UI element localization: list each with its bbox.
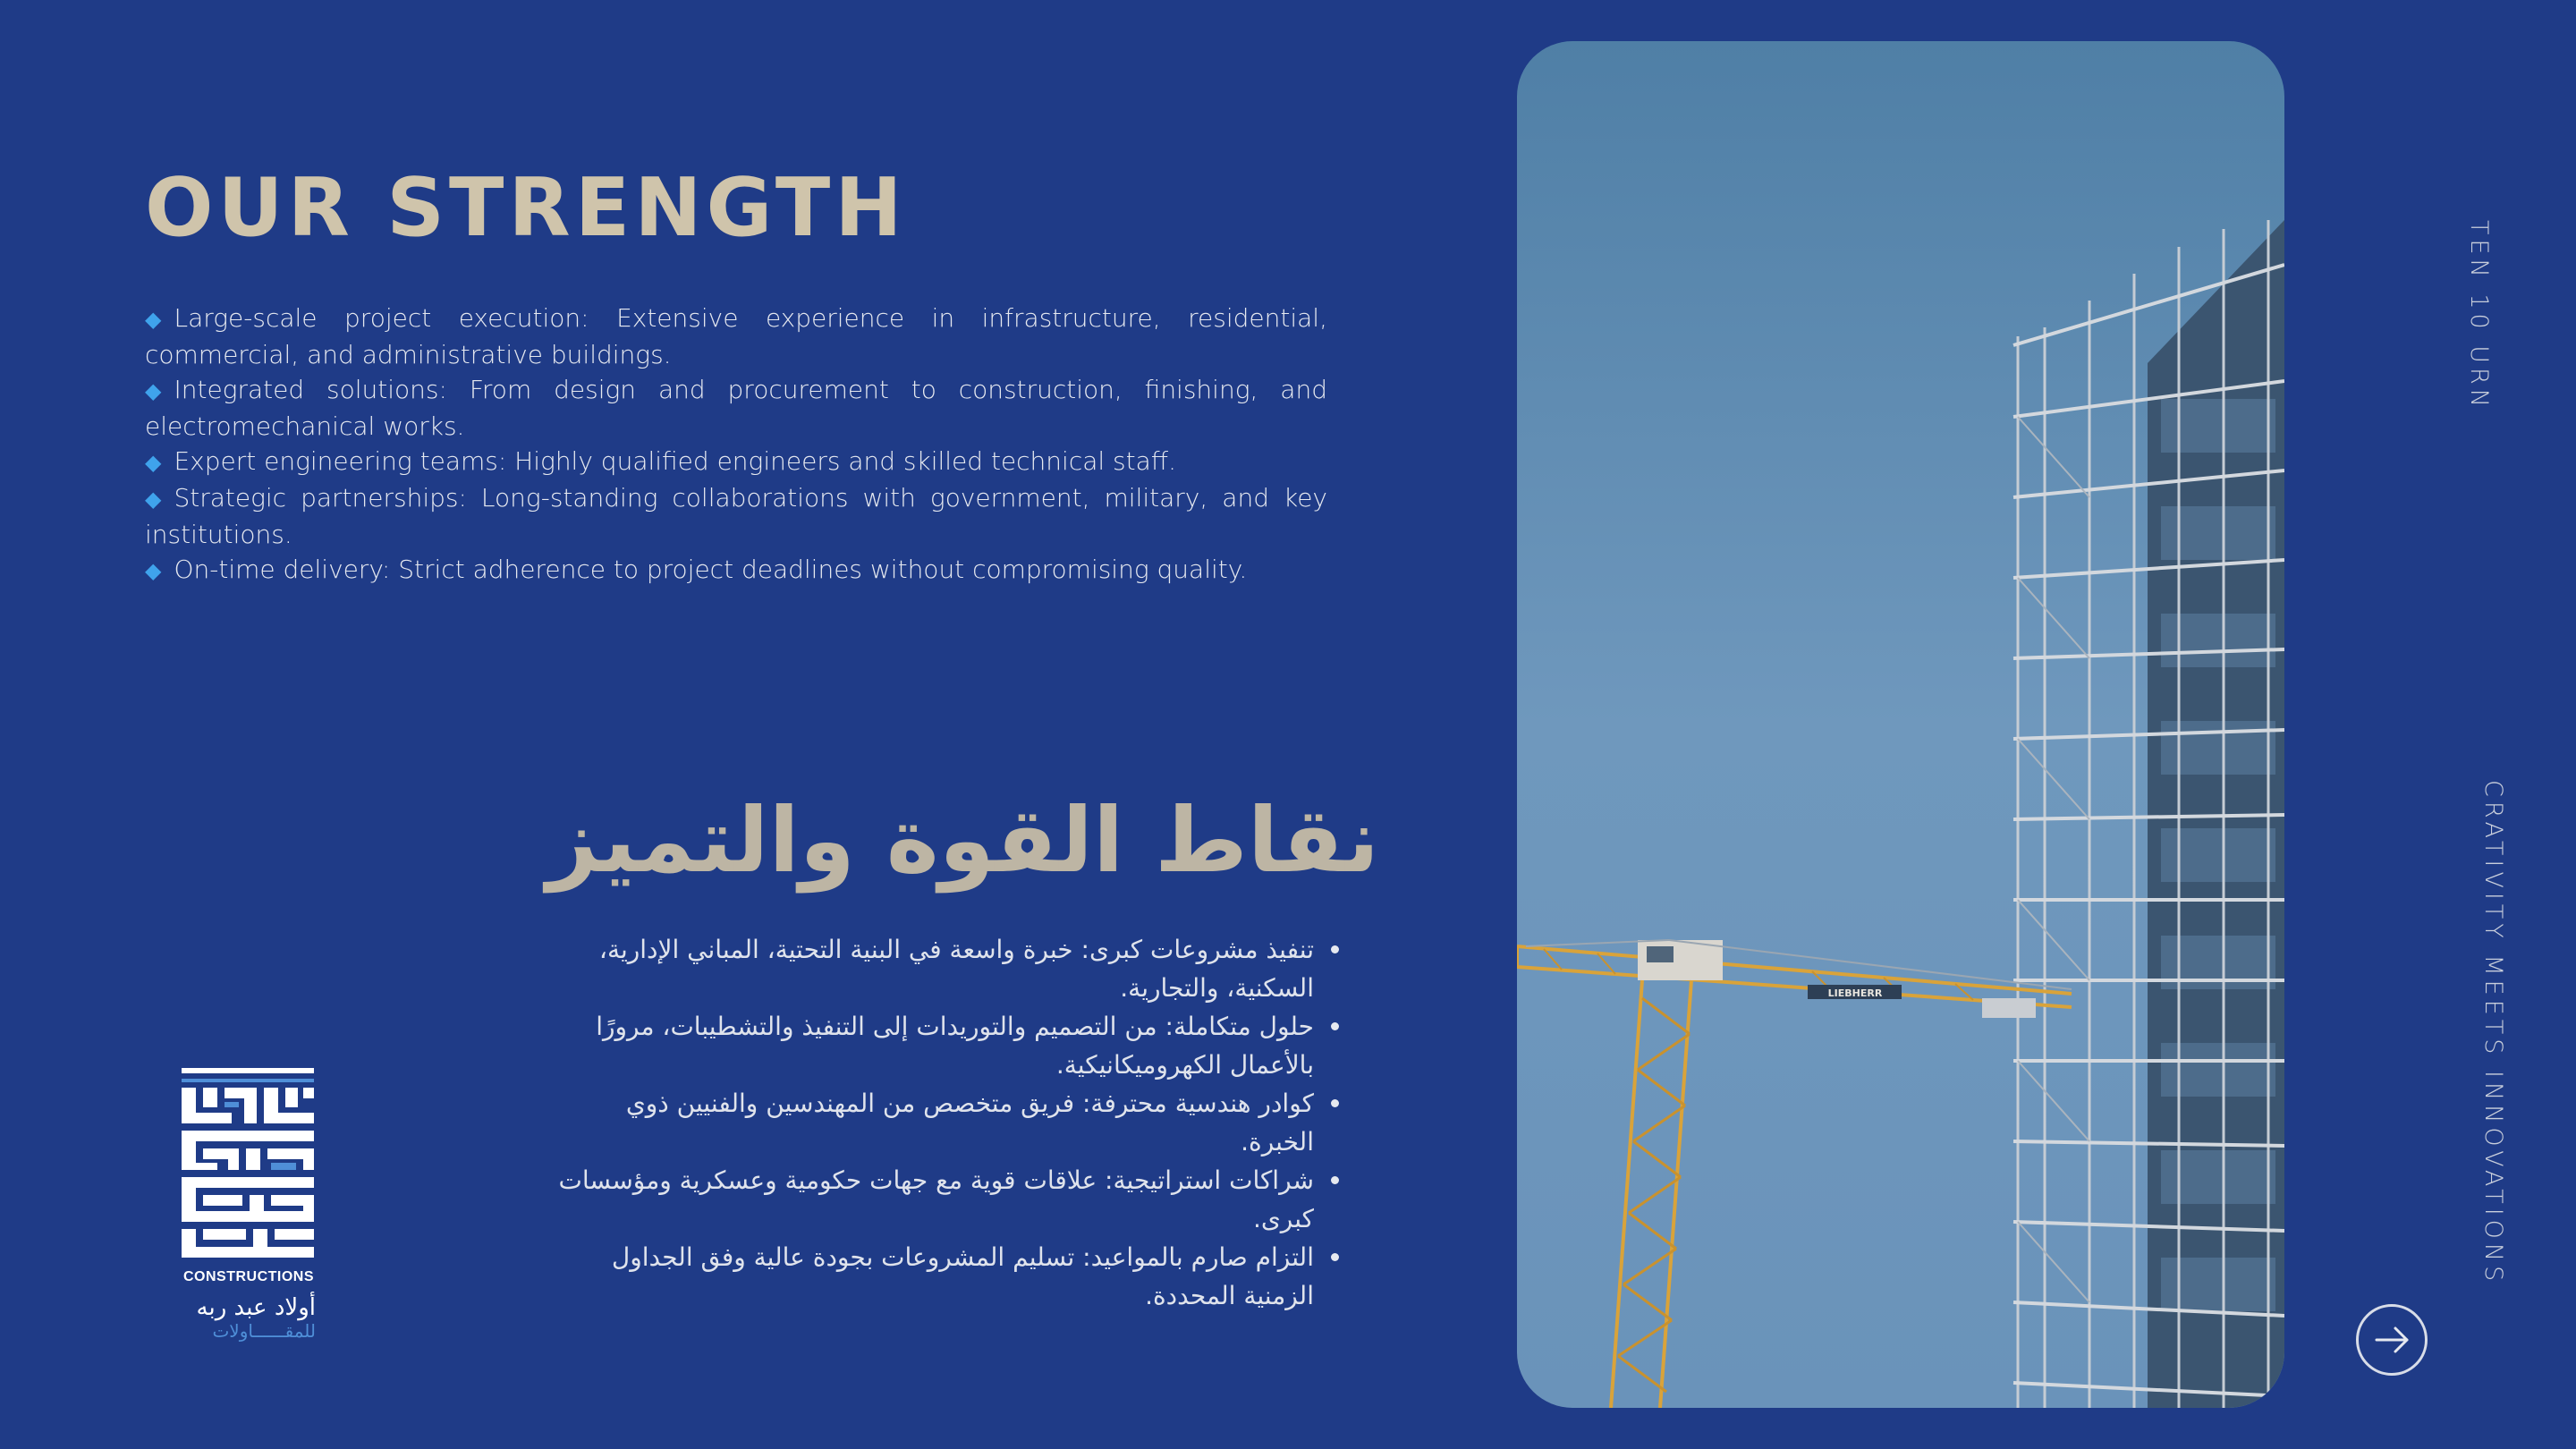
list-item-text: On-time delivery: Strict adherence to project deadlines without compromising quality. (174, 555, 1248, 584)
list-item-text: Expert engineering teams: Highly qualified engineers and skilled technical staff. (174, 446, 1176, 476)
next-slide-button[interactable] (2356, 1304, 2428, 1376)
strength-list-ar (552, 930, 1339, 1315)
vertical-label-top: TEN 10 URN (2465, 220, 2493, 411)
diamond-bullet-icon: ◆ (145, 307, 162, 332)
crane-label: LIEBHERR (1827, 987, 1883, 999)
diamond-bullet-icon: ◆ (145, 487, 162, 512)
list-item-text: Large-scale project execution: Extensive experience in infrastructure, residential, commercial, and administrative buildings. (145, 303, 1327, 369)
list-item (145, 301, 1327, 372)
page-title-ar: نقاط القوة والتميز (547, 788, 1379, 893)
list-item-text: Integrated solutions: From design and procurement to construction, finishing, and electromechanical works. (145, 375, 1327, 441)
list-item: كوادر هندسية محترفة: فريق متخصص من المهندسين والفنيين ذوي الخبرة. (552, 1084, 1339, 1161)
list-item (145, 480, 1327, 552)
list-item: شراكات استراتيجية: علاقات قوية مع جهات حكومية وعسكرية ومؤسسات كبرى. (552, 1161, 1339, 1238)
list-item (145, 372, 1327, 444)
hero-photo (1517, 41, 2284, 1408)
list-item: التزام صارم بالمواعيد: تسليم المشروعات بجودة عالية وفق الجداول الزمنية المحددة. (552, 1238, 1339, 1315)
page-title-en: OUR STRENGTH (145, 161, 907, 255)
list-item: حلول متكاملة: من التصميم والتوريدات إلى التنفيذ والتشطيبات، مرورًا بالأعمال الكهروميكانيكية. (552, 1007, 1339, 1084)
diamond-bullet-icon: ◆ (145, 450, 162, 475)
logo-arabic-name: أولاد عبد ربه (196, 1294, 316, 1321)
logo-sub-label: CONSTRUCTIONS (182, 1269, 315, 1284)
logo-arabic-tagline: للمقــــــاولات (212, 1320, 316, 1342)
company-logo (182, 1068, 316, 1341)
diamond-bullet-icon: ◆ (145, 558, 162, 583)
vertical-label-bottom: CRATIVITY MEETS INNOVATIONS (2479, 780, 2507, 1286)
strength-list-en (145, 301, 1327, 589)
arrow-right-icon (2371, 1319, 2412, 1360)
diamond-bullet-icon: ◆ (145, 378, 162, 403)
construction-crane-photo (1517, 41, 2284, 1408)
list-item-text: Strategic partnerships: Long-standing collaborations with government, military, and key institutions. (145, 483, 1327, 549)
list-item (145, 552, 1327, 589)
list-item (145, 444, 1327, 480)
list-item: تنفيذ مشروعات كبرى: خبرة واسعة في البنية التحتية، المباني الإدارية، السكنية، والتجارية. (552, 930, 1339, 1007)
kufic-logo-mark-icon (182, 1068, 314, 1267)
